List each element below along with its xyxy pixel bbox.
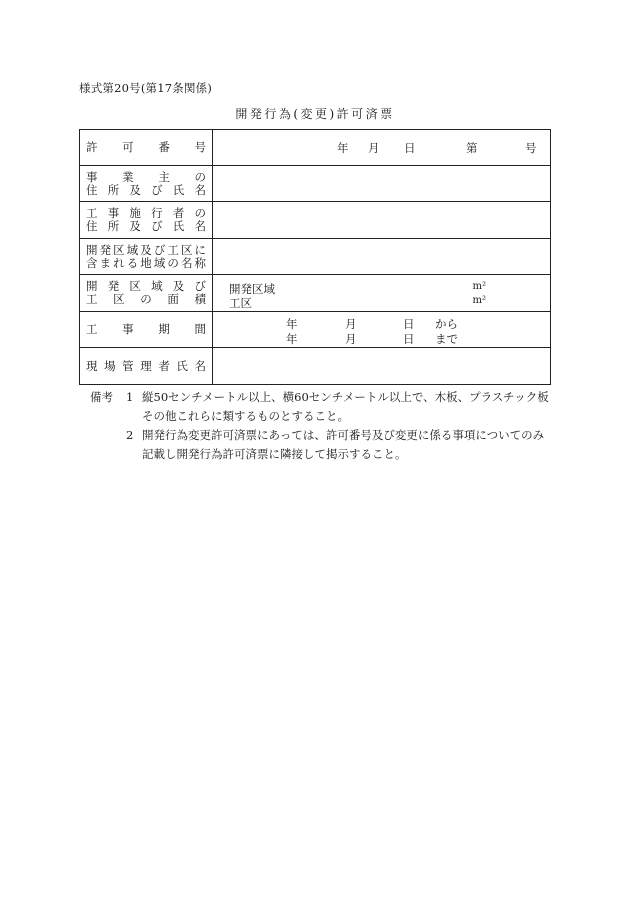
label-site-manager [80,348,213,385]
row-permit-number [80,130,551,166]
spread-label [86,171,206,184]
label-text: 開 発 区 域 及 び [86,279,206,293]
spread-label [86,184,206,197]
spread-label [86,244,206,257]
remark-1-number: 1 [126,390,134,404]
area-item-section: 工区 [229,296,252,310]
area-item-development: 開発区域 [229,282,275,296]
row-area-name [80,239,551,275]
permit-month: 月 [368,140,380,155]
period-end-day: 日 [403,332,415,346]
permit-form-table [79,129,551,385]
permit-day: 日 [404,140,416,155]
remark-1-line2: その他これらに類するものとすること。 [142,409,349,423]
period-start-month: 月 [345,317,357,331]
remark-2-number: 2 [126,428,134,442]
label-area-size [80,275,213,312]
permit-dai: 第 [466,140,478,155]
label-permit-number [80,130,213,166]
period-start-year: 年 [286,317,298,331]
value-area-size [213,275,551,312]
value-site-manager [213,348,551,385]
remarks-label: 備考 [90,390,113,404]
value-construction-period [213,312,551,348]
permit-year: 年 [337,140,349,155]
label-construction-period [80,312,213,348]
remark-2-line1: 開発行為変更許可済票にあっては、許可番号及び変更に係る事項についてのみ [142,428,545,442]
area-unit-1: m² [472,281,486,292]
row-business-owner [80,166,551,202]
spread-label [86,360,206,373]
value-contractor [213,202,551,239]
period-from: から [435,317,458,331]
permit-go: 号 [525,140,537,155]
remark-1-line1: 縦50センチメートル以上、横60センチメートル以上で、木板、プラスチック板 [142,390,549,404]
spread-label [86,141,206,154]
row-area-size [80,275,551,312]
value-permit-number [213,130,551,166]
label-text: 住 所 及 び 氏 名 [86,219,206,233]
row-contractor [80,202,551,239]
spread-label [86,323,206,336]
spread-label [86,220,206,233]
remark-2-line2: 記載し開発行為許可済票に隣接して掲示すること。 [142,447,407,461]
label-contractor [80,202,213,239]
label-text: 許 可 番 号 [86,140,206,154]
period-until: まで [435,332,458,346]
spread-label [86,293,206,306]
label-business-owner [80,166,213,202]
value-area-name [213,239,551,275]
label-text: 住 所 及 び 氏 名 [86,182,206,197]
label-text: 事 業 主 の [86,169,206,184]
value-business-owner [213,166,551,202]
form-number: 様式第20号(第17条関係) [79,81,213,95]
area-unit-2: m² [472,295,486,306]
label-text: 開 発 区 域 及 び 工 区 に [86,242,206,257]
label-text: 工 事 期 間 [86,322,206,336]
period-end-year: 年 [286,332,298,346]
period-start-day: 日 [403,317,415,331]
document-title: 開発行為(変更)許可済票 [235,107,395,121]
label-text: 工 事 施 行 者 の [86,206,206,220]
spread-label [86,257,206,270]
row-site-manager [80,348,551,385]
label-text: 含 ま れ る 地 域 の 名 称 [86,255,206,270]
period-end-month: 月 [345,332,357,346]
label-text: 工 区 の 面 積 [86,292,206,306]
label-text: 現 場 管 理 者 氏 名 [86,358,206,373]
spread-label [86,207,206,220]
label-area-name [80,239,213,275]
row-construction-period [80,312,551,348]
